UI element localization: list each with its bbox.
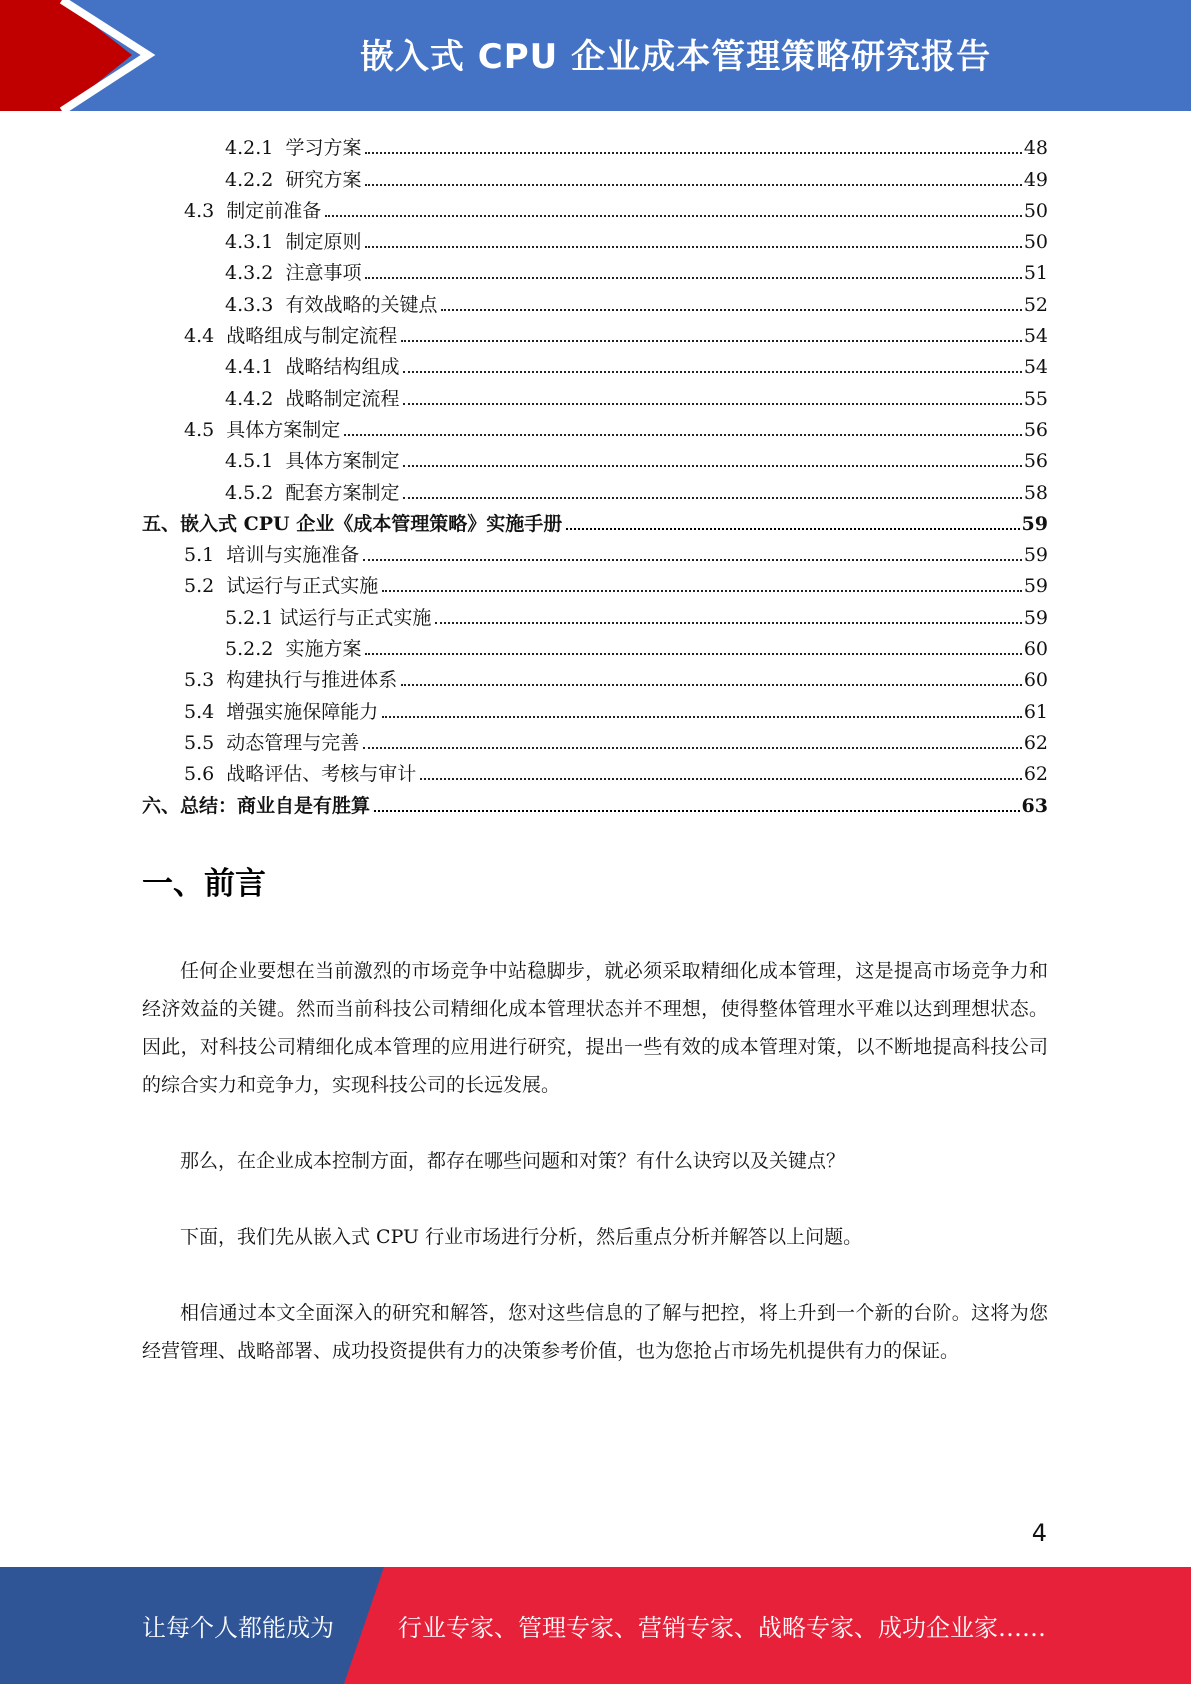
toc-entry-title: 制定前准备 xyxy=(226,199,322,222)
toc-entry-title: 战略评估、考核与审计 xyxy=(226,763,417,786)
toc-dot-leader xyxy=(441,308,1021,311)
toc-entry-title: 嵌入式 CPU 企业《成本管理策略》实施手册 xyxy=(180,512,563,535)
toc-dot-leader xyxy=(403,464,1021,467)
toc-entry-title: 学习方案 xyxy=(285,137,362,160)
toc-entry-page: 62 xyxy=(1023,731,1048,754)
toc-entry[interactable] xyxy=(142,659,1048,690)
toc-entry-title: 试运行与正式实施 xyxy=(226,575,379,598)
toc-entry[interactable] xyxy=(142,690,1048,721)
toc-entry-number: 4.3.1 xyxy=(225,231,286,254)
toc-entry-page: 48 xyxy=(1023,137,1048,160)
toc-entry-title: 注意事项 xyxy=(285,262,362,285)
toc-entry[interactable] xyxy=(142,409,1048,440)
toc-dot-leader xyxy=(403,496,1021,499)
toc-entry-title: 战略组成与制定流程 xyxy=(226,325,398,348)
toc-entry-title: 培训与实施准备 xyxy=(226,544,360,567)
toc-dot-leader xyxy=(365,183,1021,186)
toc-dot-leader xyxy=(325,214,1022,217)
table-of-contents xyxy=(142,127,1048,816)
toc-dot-leader xyxy=(401,683,1022,686)
toc-entry-number: 4.4 xyxy=(184,325,227,348)
toc-entry[interactable] xyxy=(142,127,1048,158)
toc-dot-leader xyxy=(382,715,1022,718)
toc-dot-leader xyxy=(344,433,1022,436)
toc-entry-title: 构建执行与推进体系 xyxy=(226,669,398,692)
toc-entry-number: 4.3.2 xyxy=(225,262,286,285)
toc-entry-title: 具体方案制定 xyxy=(226,418,341,441)
body-paragraph: 相信通过本文全面深入的研究和解答，您对这些信息的了解与把控，将上升到一个新的台阶。这将为您经营管理、战略部署、成功投资提供有力的决策参考价值，也为您抢占市场先机提供有力的保证。 xyxy=(142,1302,1048,1362)
toc-dot-leader xyxy=(403,402,1021,405)
toc-entry-page: 59 xyxy=(1023,575,1048,598)
toc-dot-leader xyxy=(363,558,1022,561)
toc-entry-title: 具体方案制定 xyxy=(285,450,400,473)
toc-entry-page: 60 xyxy=(1023,638,1048,661)
toc-entry-number: 5.5 xyxy=(184,731,227,754)
toc-entry-page: 54 xyxy=(1023,356,1048,379)
toc-entry-page: 52 xyxy=(1023,293,1048,316)
toc-entry-title: 战略结构组成 xyxy=(285,356,400,379)
toc-entry[interactable] xyxy=(142,158,1048,189)
toc-entry-number: 4.4.2 xyxy=(225,387,286,410)
toc-entry-number: 5.6 xyxy=(184,763,227,786)
footer-slogan-right: 行业专家、管理专家、营销专家、战略专家、成功企业家…… xyxy=(398,1614,1046,1642)
toc-entry[interactable] xyxy=(142,628,1048,659)
toc-entry-title: 制定原则 xyxy=(285,231,362,254)
toc-entry-page: 56 xyxy=(1023,450,1048,473)
toc-dot-leader xyxy=(420,777,1022,780)
toc-dot-leader xyxy=(365,245,1021,248)
toc-entry-number: 4.2.2 xyxy=(225,168,286,191)
toc-entry[interactable] xyxy=(142,471,1048,502)
toc-entry-number: 五、 xyxy=(142,512,181,535)
body-paragraph: 下面，我们先从嵌入式 CPU 行业市场进行分析，然后重点分析并解答以上问题。 xyxy=(180,1226,863,1248)
toc-entry-page: 59 xyxy=(1023,606,1048,629)
toc-entry[interactable] xyxy=(142,283,1048,314)
toc-entry-page: 63 xyxy=(1021,794,1048,817)
toc-entry-number: 4.2.1 xyxy=(225,137,286,160)
section-body xyxy=(142,952,1048,1408)
toc-dot-leader xyxy=(365,276,1021,279)
toc-entry-number: 5.2 xyxy=(184,575,227,598)
footer-banner xyxy=(0,1567,1191,1684)
toc-entry-number: 4.5 xyxy=(184,418,227,441)
toc-entry-page: 61 xyxy=(1023,700,1048,723)
toc-dot-leader xyxy=(374,809,1020,812)
toc-entry-page: 49 xyxy=(1023,168,1048,191)
header-banner xyxy=(0,0,1191,111)
toc-dot-leader xyxy=(435,621,1021,624)
toc-entry-title: 实施方案 xyxy=(285,638,362,661)
toc-entry-title: 配套方案制定 xyxy=(285,481,400,504)
toc-entry-number: 4.5.1 xyxy=(225,450,286,473)
toc-entry-title: 有效战略的关键点 xyxy=(285,293,438,316)
toc-entry-page: 58 xyxy=(1023,481,1048,504)
toc-dot-leader xyxy=(363,746,1022,749)
toc-entry-page: 59 xyxy=(1023,544,1048,567)
toc-entry-number: 4.3 xyxy=(184,199,227,222)
toc-entry-title: 动态管理与完善 xyxy=(226,731,360,754)
toc-entry[interactable] xyxy=(142,534,1048,565)
toc-dot-leader xyxy=(401,339,1022,342)
toc-dot-leader xyxy=(365,151,1021,154)
body-paragraph: 任何企业要想在当前激烈的市场竞争中站稳脚步，就必须采取精细化成本管理，这是提高市场竞争力和经济效益的关键。然而当前科技公司精细化成本管理状态并不理想，使得整体管理水平难以达到理想状态。因此，对科技公司精细化成本管理的应用进行研究，提出一些有效的成本管理对策，以不断地提高科技公司的综合实力和竞争力，实现科技公司的长远发展。 xyxy=(142,960,1048,1096)
toc-dot-leader xyxy=(403,370,1021,373)
footer-slogan-left: 让每个人都能成为 xyxy=(142,1614,334,1642)
toc-entry-page: 62 xyxy=(1023,763,1048,786)
toc-entry[interactable] xyxy=(142,440,1048,471)
toc-entry-number: 4.3.3 xyxy=(225,293,286,316)
document-title: 嵌入式 CPU 企业成本管理策略研究报告 xyxy=(359,37,992,77)
toc-entry-title: 总结：商业自是有胜算 xyxy=(180,794,371,817)
toc-entry-page: 60 xyxy=(1023,669,1048,692)
toc-entry[interactable] xyxy=(142,252,1048,283)
toc-entry[interactable] xyxy=(142,190,1048,221)
toc-entry[interactable] xyxy=(142,753,1048,784)
toc-dot-leader xyxy=(365,652,1021,655)
toc-entry-page: 50 xyxy=(1023,231,1048,254)
toc-entry[interactable] xyxy=(142,784,1048,815)
toc-entry-number: 4.5.2 xyxy=(225,481,286,504)
toc-dot-leader xyxy=(382,589,1022,592)
toc-entry-number: 5.1 xyxy=(184,544,227,567)
toc-entry[interactable] xyxy=(142,503,1048,534)
toc-entry-page: 50 xyxy=(1023,199,1048,222)
toc-entry[interactable] xyxy=(142,221,1048,252)
toc-entry[interactable] xyxy=(142,596,1048,627)
toc-dot-leader xyxy=(566,527,1019,530)
toc-entry-number: 5.2.2 xyxy=(225,638,286,661)
toc-entry-number: 5.2.1 xyxy=(225,606,280,629)
toc-entry-number: 5.3 xyxy=(184,669,227,692)
toc-entry[interactable] xyxy=(142,315,1048,346)
toc-entry-title: 研究方案 xyxy=(285,168,362,191)
toc-entry-page: 54 xyxy=(1023,325,1048,348)
toc-entry-page: 51 xyxy=(1023,262,1048,285)
section-heading: 一、前言 xyxy=(142,866,266,902)
page-number: 4 xyxy=(1031,1519,1047,1547)
toc-entry[interactable] xyxy=(142,722,1048,753)
toc-entry-number: 5.4 xyxy=(184,700,227,723)
toc-entry[interactable] xyxy=(142,565,1048,596)
toc-entry-page: 59 xyxy=(1021,512,1048,535)
toc-entry[interactable] xyxy=(142,377,1048,408)
body-paragraph: 那么，在企业成本控制方面，都存在哪些问题和对策？有什么诀窍以及关键点？ xyxy=(180,1150,846,1172)
toc-entry-title: 战略制定流程 xyxy=(285,387,400,410)
toc-entry-number: 4.4.1 xyxy=(225,356,286,379)
toc-entry-title: 试运行与正式实施 xyxy=(279,606,432,629)
toc-entry[interactable] xyxy=(142,346,1048,377)
toc-entry-number: 六、 xyxy=(142,794,181,817)
toc-entry-page: 56 xyxy=(1023,418,1048,441)
toc-entry-title: 增强实施保障能力 xyxy=(226,700,379,723)
toc-entry-page: 55 xyxy=(1023,387,1048,410)
